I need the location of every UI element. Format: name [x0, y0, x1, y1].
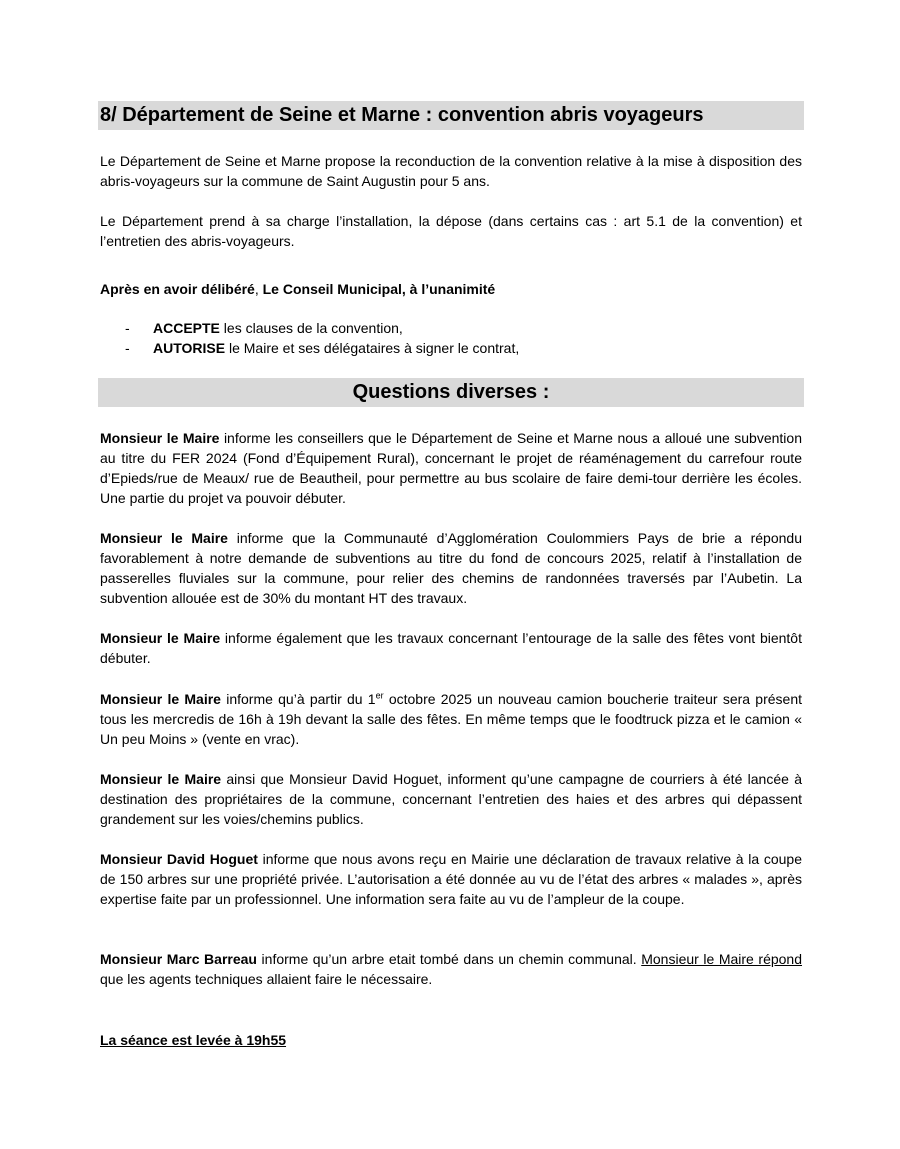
list-item — [125, 338, 805, 358]
paragraph-text: informe que nous avons reçu en Mairie une déclaration de travaux relative à la coupe de 150 arbres sur une propriété privée. L’autorisation a été donnée au vu de l’état des arbres « malades », après expertise faite par un professionnel. Une information sera faite au vu de l’ampleur de la coupe. — [100, 851, 802, 907]
list-item-keyword: AUTORISE — [153, 340, 226, 356]
paragraph-convention-intro: Le Département de Seine et Marne propose la reconduction de la convention relative à la mise à disposition des abris-voyageurs sur la commune de Saint Augustin pour 5 ans. — [100, 153, 802, 189]
paragraph-question-7 — [100, 949, 802, 989]
speaker-name: Monsieur Marc Barreau — [100, 951, 257, 967]
superscript: er — [375, 690, 384, 701]
decision-bold-1: Après en avoir délibéré — [100, 281, 255, 297]
speaker-name: Monsieur le Maire — [100, 691, 221, 707]
list-item-text: les clauses de la convention, — [219, 320, 403, 336]
paragraph-text: informe qu’un arbre etait tombé dans un chemin communal. — [256, 951, 642, 967]
speaker-name: Monsieur le Maire — [100, 530, 228, 546]
closing-statement — [100, 1030, 802, 1050]
paragraph-text-continued: octobre 2025 un nouveau camion boucherie traiteur sera présent tous les mercredis de 16h à 19h devant la salle des fêtes. En même temps que le foodtruck pizza et le camion « Un peu Moins » (vente en vrac). — [100, 691, 802, 747]
section-heading-convention: 8/ Département de Seine et Marne : convention abris voyageurs — [98, 101, 804, 130]
decision-bold-2: Le Conseil Municipal, à l’unanimité — [262, 281, 496, 297]
paragraph-text: informe que la Communauté d’Agglomération Coulommiers Pays de brie a répondu favorablement à notre demande de subventions au titre du fond de concours 2025, relatif à l’installation de passerelles fluviales sur la commune, pour relier des chemins de randonnées traversés par l’Aubetin. La subvention allouée est de 30% du montant HT des travaux. — [100, 530, 802, 606]
closing-text: La séance est levée à 19h55 — [100, 1032, 287, 1048]
paragraph-question-1 — [100, 428, 802, 508]
list-item-text: le Maire et ses délégataires à signer le contrat, — [225, 340, 520, 356]
paragraph-question-3 — [100, 628, 802, 668]
paragraph-text: informe qu’à partir du 1 — [220, 691, 376, 707]
paragraph-question-6 — [100, 849, 802, 909]
decision-separator: , — [254, 281, 263, 297]
list-dash: - — [125, 320, 130, 336]
paragraph-text-continued: que les agents techniques allaient faire le nécessaire. — [100, 971, 433, 987]
list-item-keyword: ACCEPTE — [153, 320, 220, 336]
list-dash: - — [125, 340, 130, 356]
list-item — [125, 318, 805, 338]
underlined-speaker: Monsieur le Maire répond — [641, 951, 803, 967]
paragraph-convention-charge: Le Département prend à sa charge l’installation, la dépose (dans certains cas : art 5.1 de la convention) et l’entretien des abris-voyageurs. — [100, 213, 802, 249]
speaker-name: Monsieur le Maire — [100, 430, 220, 446]
speaker-name: Monsieur David Hoguet — [100, 851, 258, 867]
section-heading-questions: Questions diverses : — [98, 378, 804, 407]
paragraph-question-2 — [100, 528, 802, 608]
paragraph-question-4 — [100, 689, 802, 749]
speaker-name: Monsieur le Maire — [100, 630, 221, 646]
speaker-name: Monsieur le Maire — [100, 771, 222, 787]
paragraph-text: informe également que les travaux concernant l’entourage de la salle des fêtes vont bientôt débuter. — [100, 630, 802, 666]
paragraph-text: ainsi que Monsieur David Hoguet, informent qu’une campagne de courriers à été lancée à destination des propriétaires de la commune, concernant l’entretien des haies et des arbres qui dépassent grandement sur les voies/chemins publics. — [100, 771, 802, 827]
paragraph-decision — [100, 279, 802, 299]
paragraph-question-5 — [100, 769, 802, 829]
paragraph-text: informe les conseillers que le Département de Seine et Marne nous a alloué une subvention au titre du FER 2024 (Fond d’Équipement Rural), concernant le projet de réaménagement du carrefour route d’Epieds/rue de Meaux/ rue de Beautheil, pour permettre au bus scolaire de faire demi-tour derrière les écoles. Une partie du projet va pouvoir débuter. — [100, 430, 802, 506]
